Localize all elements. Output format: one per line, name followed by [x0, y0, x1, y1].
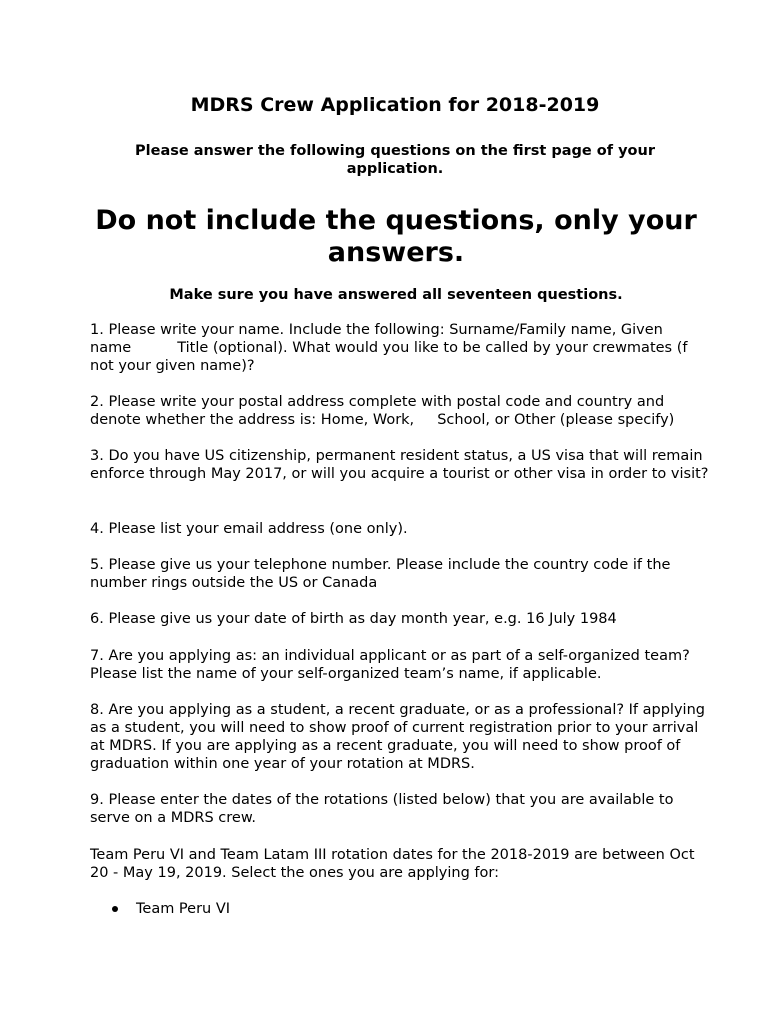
question-6: 6. Please give us your date of birth as day month year, e.g. 16 July 1984 — [90, 611, 617, 627]
document-subtitle: Please answer the following questions on the first page of your application. — [135, 143, 655, 177]
question-4: 4. Please list your email address (one only). — [90, 521, 408, 537]
warning-heading: Do not include the questions, only your answers. — [95, 205, 697, 268]
list-item — [110, 900, 230, 918]
rotation-note: Team Peru VI and Team Latam III rotation dates for the 2018-2019 are between Oct 20 - May 19, 2019. Select the ones you are applying for: — [90, 847, 695, 881]
rotation-list — [110, 900, 230, 918]
question-5: 5. Please give us your telephone number. Please include the country code if the number rings outside the US or Canada — [90, 557, 671, 591]
instruction-text: Make sure you have answered all seventeen questions. — [169, 287, 623, 303]
question-7: 7. Are you applying as: an individual applicant or as part of a self-organized team? Please list the name of your self-organized team’s name, if applicable. — [90, 648, 690, 682]
question-1: 1. Please write your name. Include the following: Surname/Family name, Given name Title (optional). What would you like to be called by your crewmates (f not your given name)? — [90, 322, 688, 374]
question-2: 2. Please write your postal address complete with postal code and country and denote whether the address is: Home, Work, School, or Other (please specify) — [90, 394, 675, 428]
list-item-label: Team Peru VI — [136, 901, 231, 917]
question-3: 3. Do you have US citizenship, permanent resident status, a US visa that will remain enforce through May 2017, or will you acquire a tourist or other visa in order to visit? — [90, 448, 709, 482]
question-9: 9. Please enter the dates of the rotations (listed below) that you are available to serve on a MDRS crew. — [90, 792, 674, 826]
bullet-icon — [112, 906, 118, 912]
document-title: MDRS Crew Application for 2018-2019 — [190, 94, 600, 116]
question-8: 8. Are you applying as a student, a recent graduate, or as a professional? If applying as a student, you will need to show proof of current registration prior to your arrival at MDRS. If you are applying as a recent graduate, you will need to show proof of graduation within one year of your rotation at MDRS. — [90, 702, 705, 772]
